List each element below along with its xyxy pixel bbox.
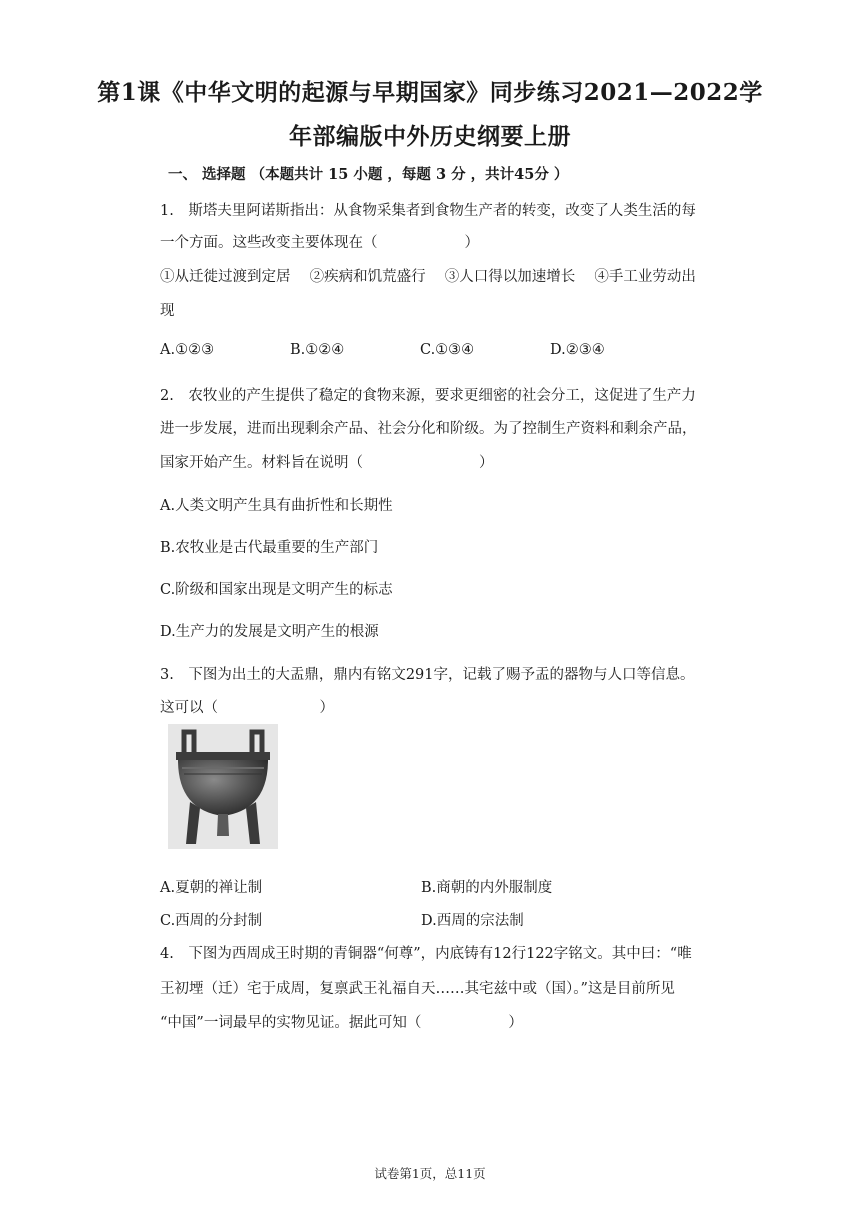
q1-option-c: C.①③④ — [420, 342, 475, 358]
q2-stem-line-3: 国家开始产生。材料旨在说明（ ） — [160, 455, 494, 471]
q1-option-b: B.①②④ — [290, 342, 345, 358]
q1-stem-line-2: 一个方面。这些改变主要体现在（ ） — [160, 235, 479, 251]
q1-option-d: D.②③④ — [550, 342, 605, 358]
page-footer: 试卷第1页，总11页 — [374, 1166, 486, 1181]
q2-option-a: A.人类文明产生具有曲折性和长期性 — [160, 498, 393, 514]
section-header: 一、 选择题 （本题共计 15 小题 ，每题 3 分 ，共计45分 ） — [168, 166, 569, 183]
document-title-line-1: 第1课《中华文明的起源与早期国家》同步练习2021—2022学 — [97, 79, 763, 106]
document-title-line-2: 年部编版中外历史纲要上册 — [289, 123, 571, 150]
q4-stem-line-2: 王初堙（迁）宅于成周，复禀武王礼福自天……其宅兹中或（国）。”这是目前所见 — [160, 981, 675, 997]
q1-items-line-2: 现 — [160, 303, 175, 319]
q4-stem-line-1: 4. 下图为西周成王时期的青铜器“何尊”，内底铸有12行122字铭文。其中曰：“唯 — [160, 946, 692, 962]
q4-stem-line-3: “中国”一词最早的实物见证。据此可知（ ） — [160, 1015, 523, 1031]
bronze-ding-photo — [168, 724, 278, 849]
q3-option-b: B.商朝的内外服制度 — [421, 880, 553, 896]
q3-option-c: C.西周的分封制 — [160, 913, 263, 929]
q3-stem-line-2: 这可以（ ） — [160, 700, 334, 716]
q1-stem-line-1: 1. 斯塔夫里阿诺斯指出：从食物采集者到食物生产者的转变，改变了人类生活的每 — [160, 203, 696, 219]
q1-option-a: A.①②③ — [160, 342, 215, 358]
q3-option-d: D.西周的宗法制 — [421, 913, 524, 929]
q1-items-line: ①从迁徙过渡到定居 ②疾病和饥荒盛行 ③人口得以加速增长 ④手工业劳动出 — [160, 269, 696, 285]
q3-stem-line-1: 3. 下图为出土的大盂鼎，鼎内有铭文291字，记载了赐予盂的器物与人口等信息。 — [160, 667, 695, 683]
q2-stem-line-2: 进一步发展，进而出现剩余产品、社会分化和阶级。为了控制生产资料和剩余产品， — [160, 421, 697, 437]
q2-option-c: C.阶级和国家出现是文明产生的标志 — [160, 582, 393, 598]
q3-option-a: A.夏朝的禅让制 — [160, 880, 263, 896]
q2-option-d: D.生产力的发展是文明产生的根源 — [160, 624, 379, 640]
q2-stem-line-1: 2. 农牧业的产生提供了稳定的食物来源，要求更细密的社会分工，这促进了生产力 — [160, 388, 696, 404]
q2-option-b: B.农牧业是古代最重要的生产部门 — [160, 540, 379, 556]
